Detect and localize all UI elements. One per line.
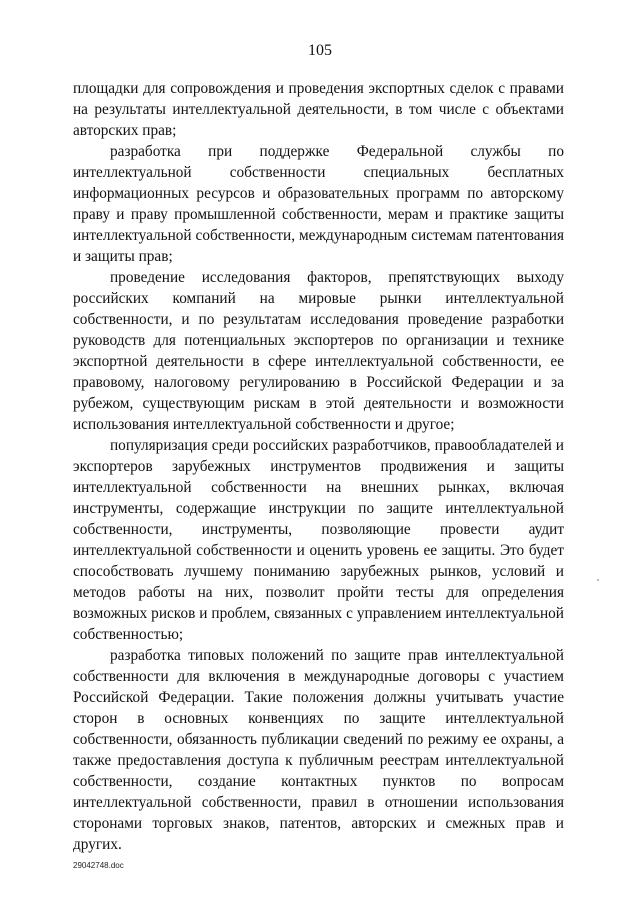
paragraph-continuation: площадки для сопровождения и проведения экспортных сделок с правами на результаты интеллектуальной деятельности, в том числе с объектами авторских прав; [73,80,564,139]
scan-speck [597,579,599,581]
text-body [73,78,564,855]
paragraph: популяризация среди российских разработчиков, правообладателей и экспортеров зарубежных инструментов продвижения и защиты интеллектуальной собственности на внешних рынках, включая инструменты, содержащие инструкции по защите интеллектуальной собственности, инструменты, позволяющие провести аудит интеллектуальной собственности и оценить уровень ее защиты. Это будет способствовать лучшему пониманию зарубежных рынков, условий и методов работы на них, позволит пройти тесты для определения возможных рисков и проблем, связанных с управлением интеллектуальной собственностью; [73,437,564,643]
paragraph: разработка типовых положений по защите прав интеллектуальной собственности для включения в международные договоры с участием Российской Федерации. Такие положения должны учитывать участие сторон в основных конвенциях по защите интеллектуальной собственности, обязанность публикации сведений по режиму ее охраны, а также предоставления доступа к публичным реестрам интеллектуальной собственности, создание контактных пунктов по вопросам интеллектуальной собственности, правил в отношении использования сторонами торговых знаков, патентов, авторских и смежных прав и других. [73,647,564,853]
page-number: 105 [308,42,332,59]
paragraph: проведение исследования факторов, препятствующих выходу российских компаний на мировые рынки интеллектуальной собственности, и по результатам исследования проведение разработки руководств для потенциальных экспортеров по организации и технике экспортной деятельности в сфере интеллектуальной собственности, ее правовому, налоговому регулированию в Российской Федерации и за рубежом, существующим рискам в этой деятельности и возможности использования интеллектуальной собственности и другое; [73,269,564,433]
footer-filename: 29042748.doc [73,861,124,870]
paragraph: разработка при поддержке Федеральной службы по интеллектуальной собственности специальных бесплатных информационных ресурсов и образовательных программ по авторскому праву и праву промышленной собственности, мерам и практике защиты интеллектуальной собственности, международным системам патентования и защиты прав; [73,143,564,265]
